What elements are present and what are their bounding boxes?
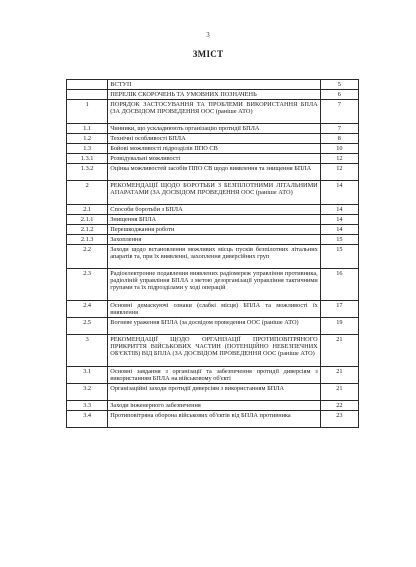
toc-section-number: 3.1 xyxy=(67,367,108,384)
toc-section-title: Заходи щодо встановлення можливих місць пусків безпілотних літальних апаратів та, при їх виявленні, захоплення диверсійних груп xyxy=(108,245,320,269)
toc-section-title: Організаційні заходи протидії диверсіям з використанням БПЛА xyxy=(108,384,320,401)
toc-table xyxy=(66,79,359,428)
toc-section-title: ПЕРЕЛІК СКОРОЧЕНЬ ТА УМОВНИХ ПОЗНАЧЕНЬ xyxy=(108,90,320,100)
toc-row xyxy=(67,318,359,335)
toc-section-title: Протиповітряна оборона військових об'єктів від БПЛА противника xyxy=(108,411,320,428)
toc-section-number: 2.5 xyxy=(67,318,108,335)
toc-section-number: 1.3.1 xyxy=(67,154,108,164)
toc-section-title: Розвідувальні можливості xyxy=(108,154,320,164)
toc-section-number: 2 xyxy=(67,181,108,205)
toc-row xyxy=(67,269,359,301)
toc-page-number: 21 xyxy=(320,335,358,367)
toc-section-title: Захоплення xyxy=(108,235,320,245)
toc-section-title: ВСТУП xyxy=(108,80,320,90)
toc-section-number: 1 xyxy=(67,100,108,124)
toc-section-title: РЕКОМЕНДАЦІЇ ЩОДО БОРОТЬБИ З БЕЗПІЛОТНИМИ ЛІТАЛЬНИМИ АПАРАТАМИ (ЗА ДОСВІДОМ ПРОВЕДЕННЯ ООС (раніше АТО) xyxy=(108,181,320,205)
toc-section-number: 2.1.3 xyxy=(67,235,108,245)
toc-row xyxy=(67,124,359,134)
toc-section-number: 3.3 xyxy=(67,401,108,411)
toc-row xyxy=(67,245,359,269)
toc-page-number: 21 xyxy=(320,384,358,401)
toc-section-title: Перешкоджання роботи xyxy=(108,225,320,235)
toc-section-number: 1.3 xyxy=(67,144,108,154)
toc-page-number: 17 xyxy=(320,301,358,318)
toc-section-title: Заходи інженерного забезпечення xyxy=(108,401,320,411)
toc-section-number xyxy=(67,90,108,100)
toc-section-number: 3.2 xyxy=(67,384,108,401)
toc-section-number: 2.1 xyxy=(67,205,108,215)
toc-page-number: 14 xyxy=(320,181,358,205)
toc-row xyxy=(67,144,359,154)
toc-page-number: 23 xyxy=(320,411,358,428)
toc-row xyxy=(67,205,359,215)
toc-page-number: 15 xyxy=(320,245,358,269)
toc-page-number: 7 xyxy=(320,124,358,134)
toc-row xyxy=(67,164,359,181)
toc-page-number: 22 xyxy=(320,401,358,411)
toc-row xyxy=(67,154,359,164)
toc-section-number: 1.1 xyxy=(67,124,108,134)
toc-row xyxy=(67,384,359,401)
toc-row xyxy=(67,301,359,318)
toc-row xyxy=(67,134,359,144)
toc-row xyxy=(67,100,359,124)
toc-section-number: 2.1.2 xyxy=(67,225,108,235)
toc-section-number xyxy=(67,80,108,90)
toc-page-number: 5 xyxy=(320,80,358,90)
toc-section-title: РЕКОМЕНДАЦІЇ ЩОДО ОРГАНІЗАЦІЇ ПРОТИПОВІТРЯНОГО ПРИКРИТТЯ ВІЙСЬКОВИХ ЧАСТИН (ПОТЕНЦІЙНО НЕБЕЗПЕЧНИХ ОБ'ЄКТІВ) ВІД БПЛА (ЗА ДОСВІДОМ ПРОВЕДЕННЯ ООС (раніше АТО) xyxy=(108,335,320,367)
toc-section-title: Оцінка можливостей засобів ППО СВ щодо виявлення та знищення БПЛА xyxy=(108,164,320,181)
toc-section-title: Основні демаскуючі ознаки (слабкі місця) БПЛА та можливості їх виявлення xyxy=(108,301,320,318)
toc-row xyxy=(67,80,359,90)
toc-section-title: Бойові можливості підрозділів ППО СВ xyxy=(108,144,320,154)
toc-row xyxy=(67,411,359,428)
toc-section-title: Чинники, що ускладнюють організацію протидії БПЛА xyxy=(108,124,320,134)
toc-section-title: Вогневе ураження БПЛА (за досвідом проведення ООС (раніше АТО) xyxy=(108,318,320,335)
toc-section-number: 2.4 xyxy=(67,301,108,318)
toc-section-title: Знищення БПЛА xyxy=(108,215,320,225)
toc-page-number: 12 xyxy=(320,154,358,164)
toc-page-number: 8 xyxy=(320,134,358,144)
toc-row xyxy=(67,181,359,205)
toc-section-number: 3.4 xyxy=(67,411,108,428)
toc-body xyxy=(67,80,359,428)
page-number: 3 xyxy=(206,31,210,39)
toc-section-title: Технічні особливості БПЛА xyxy=(108,134,320,144)
toc-row xyxy=(67,401,359,411)
toc-section-title: Радіоелектронне подавлення виявлених радіомереж управління противника, радіоліній управління БПЛА з метою дезорганізації управління тактичними групами та їх підрозділами у ході операцій xyxy=(108,269,320,301)
toc-section-title: Способи боротьби з БПЛА xyxy=(108,205,320,215)
toc-page-number: 14 xyxy=(320,225,358,235)
toc-row xyxy=(67,215,359,225)
toc-page-number: 19 xyxy=(320,318,358,335)
toc-section-number: 2.1.1 xyxy=(67,215,108,225)
toc-page-number: 7 xyxy=(320,100,358,124)
toc-section-number: 1.2 xyxy=(67,134,108,144)
toc-page-number: 21 xyxy=(320,367,358,384)
toc-page-number: 15 xyxy=(320,235,358,245)
toc-page-number: 6 xyxy=(320,90,358,100)
toc-row xyxy=(67,90,359,100)
toc-page-number: 14 xyxy=(320,215,358,225)
toc-page-number: 14 xyxy=(320,205,358,215)
toc-page-number: 12 xyxy=(320,164,358,181)
toc-section-title: ПОРЯДОК ЗАСТОСУВАННЯ ТА ПРОБЛЕМИ ВИКОРИСТАННЯ БПЛА (ЗА ДОСВІДОМ ПРОВЕДЕННЯ ООС (раніше АТО) xyxy=(108,100,320,124)
toc-section-number: 2.2 xyxy=(67,245,108,269)
toc-row xyxy=(67,225,359,235)
toc-row xyxy=(67,335,359,367)
toc-page-number: 16 xyxy=(320,269,358,301)
toc-section-number: 1.3.2 xyxy=(67,164,108,181)
toc-section-number: 3 xyxy=(67,335,108,367)
page-title: ЗМІСТ xyxy=(192,49,224,59)
toc-section-title: Основні завдання з організації та забезпечення протидії диверсіям з використанням БПЛА на військовому об'єкті xyxy=(108,367,320,384)
toc-section-number: 2.3 xyxy=(67,269,108,301)
toc-page-number: 10 xyxy=(320,144,358,154)
toc-row xyxy=(67,367,359,384)
toc-row xyxy=(67,235,359,245)
